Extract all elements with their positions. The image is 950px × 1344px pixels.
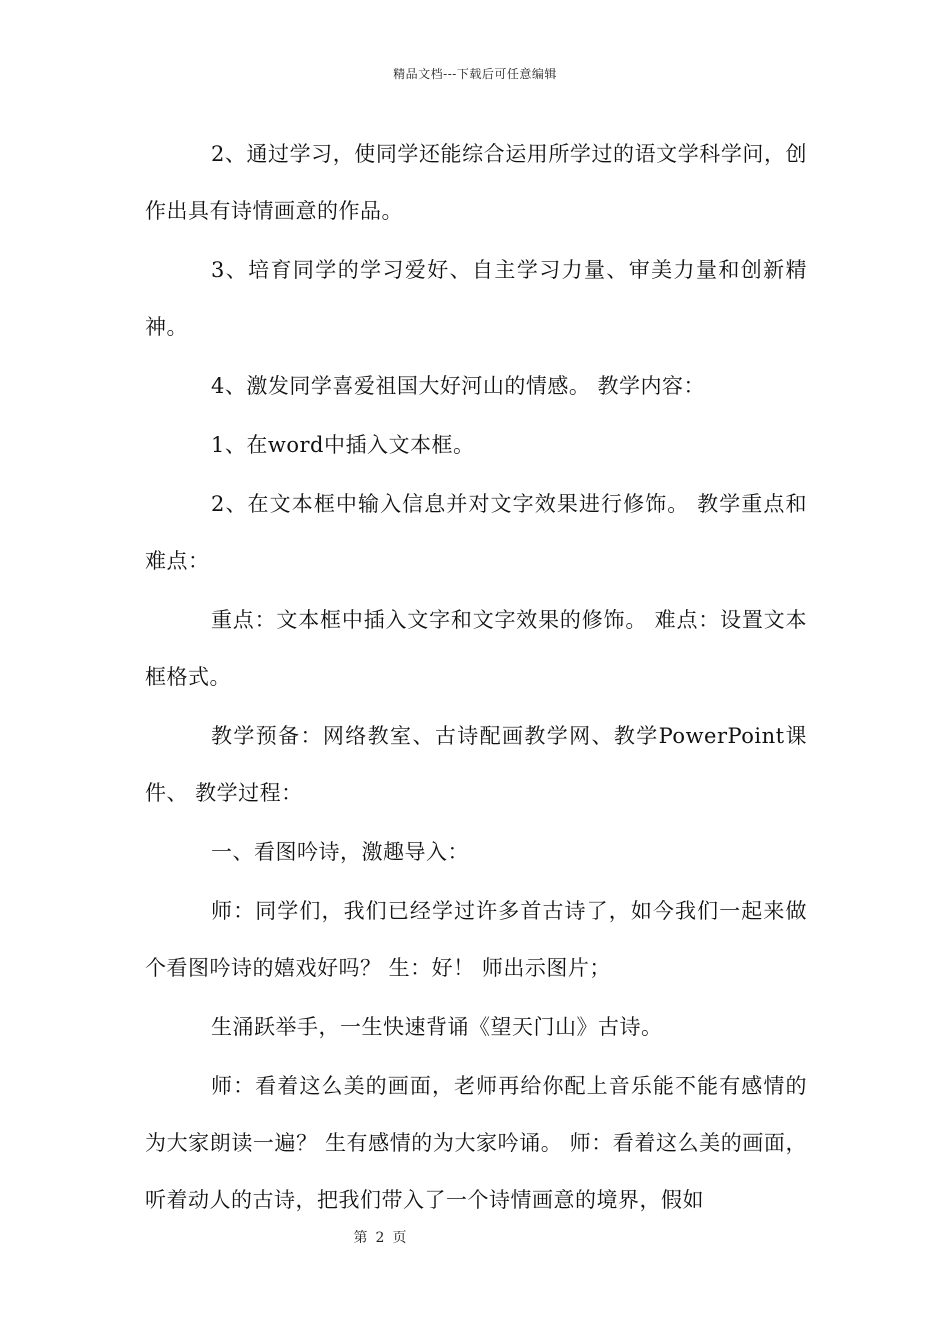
paragraph-goal-3: 3、培育同学的学习爱好、自主学习力量、审美力量和创新精神。	[145, 258, 807, 339]
paragraph-key-points: 重点：文本框中插入文字和文字效果的修饰。 难点：设置文本框格式。	[145, 608, 807, 689]
paragraph-step-1: 一、看图吟诗，激趣导入：	[211, 840, 469, 864]
paragraph-content-2: 2、在文本框中输入信息并对文字效果进行修饰。 教学重点和难点：	[145, 492, 807, 573]
document-body	[145, 126, 807, 1231]
page-footer-prefix: 第	[353, 1230, 368, 1246]
paragraph-dialog-2: 生涌跃举手，一生快速背诵《望天门山》古诗。	[211, 1015, 663, 1039]
paragraph-dialog-3: 师：看着这么美的画面，老师再给你配上音乐能不能有感情的为大家朗读一遍？ 生有感情的为大家吟诵。 师：看着这么美的画面，听着动人的古诗，把我们带入了一个诗情画意的境界，假如	[145, 1074, 807, 1212]
page-header: 精品文档---下载后可任意编辑	[393, 67, 557, 81]
page-footer-suffix: 页	[392, 1230, 407, 1246]
paragraph-dialog-1: 师：同学们，我们已经学过许多首古诗了，如今我们一起来做个看图吟诗的嬉戏好吗？ 生：好！ 师出示图片；	[145, 899, 807, 980]
paragraph-content-1: 1、在word中插入文本框。	[211, 433, 475, 457]
page-number: 2	[375, 1230, 385, 1246]
paragraph-goal-2: 2、通过学习，使同学还能综合运用所学过的语文学科学问，创作出具有诗情画意的作品。	[145, 142, 807, 223]
paragraph-preparation: 教学预备：网络教室、古诗配画教学网、教学PowerPoint课件、 教学过程：	[145, 724, 807, 805]
paragraph-goal-4: 4、激发同学喜爱祖国大好河山的情感。 教学内容：	[211, 374, 706, 398]
page-footer	[0, 1229, 760, 1247]
